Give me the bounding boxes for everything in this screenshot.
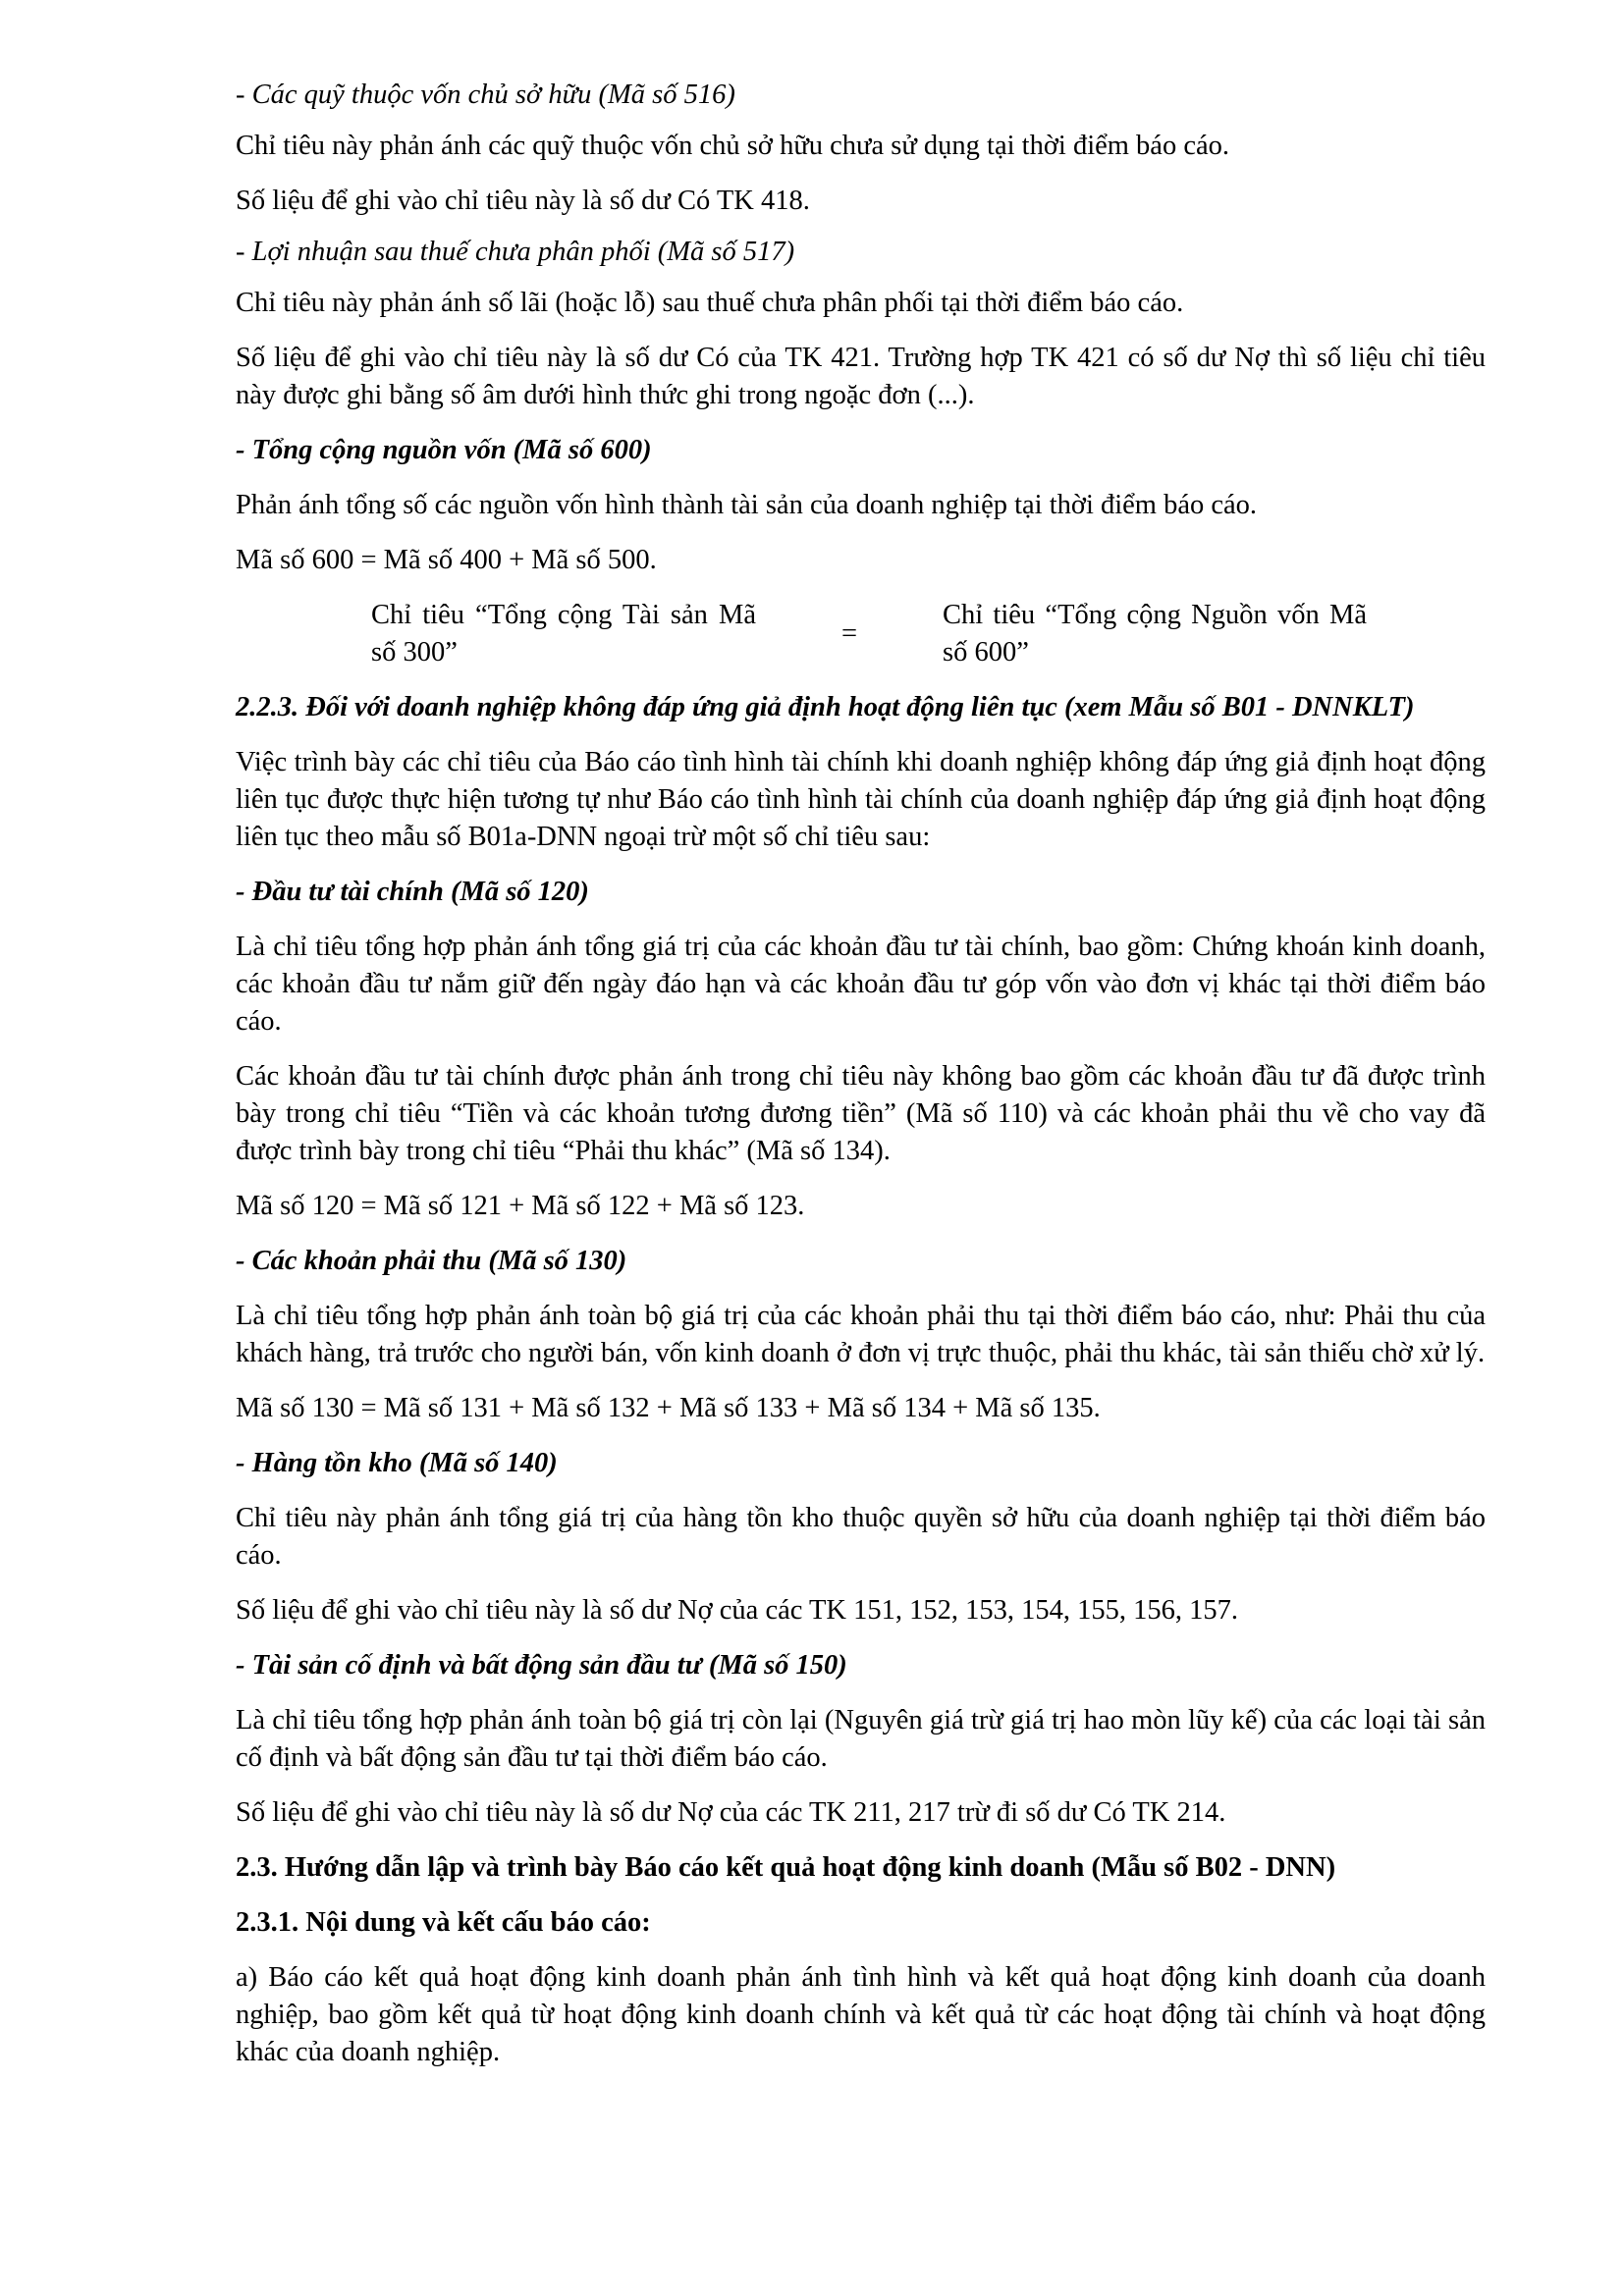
equation-right: Chỉ tiêu “Tổng cộng Nguồn vốn Mã số 600” [943, 600, 1367, 667]
paragraph: Số liệu để ghi vào chỉ tiêu này là số dư Nợ của các TK 211, 217 trừ đi số dư Có TK 214. [236, 1797, 1226, 1828]
paragraph: Số liệu để ghi vào chỉ tiêu này là số dư Có của TK 421. Trường hợp TK 421 có số dư Nợ thì số liệu chỉ tiêu này được ghi bằng số âm dưới hình thức ghi trong ngoặc đơn (...). [236, 343, 1486, 410]
paragraph: Các khoản đầu tư tài chính được phản ánh trong chỉ tiêu này không bao gồm các khoản đầu tư đã được trình bày trong chỉ tiêu “Tiền và các khoản tương đương tiền” (Mã số 110) và các khoản phải thu về cho vay đã được trình bày trong chỉ tiêu “Phải thu khác” (Mã số 134). [236, 1061, 1486, 1166]
paragraph: a) Báo cáo kết quả hoạt động kinh doanh phản ánh tình hình và kết quả hoạt động kinh doanh của doanh nghiệp, bao gồm kết quả từ hoạt động kinh doanh chính và kết quả từ các hoạt động tài chính và hoạt động khác của doanh nghiệp. [236, 1962, 1486, 2067]
paragraph: Việc trình bày các chỉ tiêu của Báo cáo tình hình tài chính khi doanh nghiệp không đáp ứng giả định hoạt động liên tục được thực hiện tương tự như Báo cáo tình hình tài chính của doanh nghiệp đáp ứng giả định hoạt động liên tục theo mẫu số B01a-DNN ngoại trừ một số chỉ tiêu sau: [236, 747, 1486, 852]
paragraph: Chỉ tiêu này phản ánh tổng giá trị của hàng tồn kho thuộc quyền sở hữu của doanh nghiệp tại thời điểm báo cáo. [236, 1503, 1486, 1571]
paragraph: Chỉ tiêu này phản ánh các quỹ thuộc vốn chủ sở hữu chưa sử dụng tại thời điểm báo cáo. [236, 131, 1230, 161]
heading-total-capital: - Tổng cộng nguồn vốn (Mã số 600) [236, 435, 652, 465]
heading-inventory: - Hàng tồn kho (Mã số 140) [236, 1448, 558, 1478]
section-heading-2-3: 2.3. Hướng dẫn lập và trình bày Báo cáo kết quả hoạt động kinh doanh (Mẫu số B02 - DNN) [236, 1852, 1336, 1883]
heading-owner-funds: - Các quỹ thuộc vốn chủ sở hữu (Mã số 516) [236, 80, 735, 110]
equation-left: Chỉ tiêu “Tổng cộng Tài sản Mã số 300” [371, 600, 756, 667]
document-page [236, 77, 1486, 2089]
formula-600: Mã số 600 = Mã số 400 + Mã số 500. [236, 545, 657, 575]
formula-130: Mã số 130 = Mã số 131 + Mã số 132 + Mã số 133 + Mã số 134 + Mã số 135. [236, 1393, 1101, 1423]
equation-operator: = [840, 618, 858, 649]
formula-120: Mã số 120 = Mã số 121 + Mã số 122 + Mã số 123. [236, 1191, 805, 1221]
paragraph: Là chỉ tiêu tổng hợp phản ánh toàn bộ giá trị của các khoản phải thu tại thời điểm báo cáo, như: Phải thu của khách hàng, trả trước cho người bán, vốn kinh doanh ở đơn vị trực thuộc, phải thu khác, tài sản thiếu chờ xử lý. [236, 1301, 1486, 1368]
paragraph: Là chỉ tiêu tổng hợp phản ánh toàn bộ giá trị còn lại (Nguyên giá trừ giá trị hao mòn lũy kế) của các loại tài sản cố định và bất động sản đầu tư tại thời điểm báo cáo. [236, 1705, 1486, 1773]
paragraph: Số liệu để ghi vào chỉ tiêu này là số dư Có TK 418. [236, 186, 810, 216]
heading-financial-investment: - Đầu tư tài chính (Mã số 120) [236, 877, 589, 907]
heading-retained-earnings: - Lợi nhuận sau thuế chưa phân phối (Mã số 517) [236, 237, 795, 267]
paragraph: Chỉ tiêu này phản ánh số lãi (hoặc lỗ) sau thuế chưa phân phối tại thời điểm báo cáo. [236, 288, 1184, 318]
paragraph: Là chỉ tiêu tổng hợp phản ánh tổng giá trị của các khoản đầu tư tài chính, bao gồm: Chứng khoán kinh doanh, các khoản đầu tư nắm giữ đến ngày đáo hạn và các khoản đầu tư góp vốn vào đơn vị khác tại thời điểm báo cáo. [236, 932, 1486, 1037]
paragraph: Phản ánh tổng số các nguồn vốn hình thành tài sản của doanh nghiệp tại thời điểm báo cáo. [236, 490, 1258, 520]
section-heading-2-2-3: 2.2.3. Đối với doanh nghiệp không đáp ứng giả định hoạt động liên tục (xem Mẫu số B01 - DNNKLT) [236, 692, 1415, 722]
heading-receivables: - Các khoản phải thu (Mã số 130) [236, 1246, 627, 1276]
heading-fixed-assets: - Tài sản cố định và bất động sản đầu tư (Mã số 150) [236, 1650, 847, 1681]
paragraph: Số liệu để ghi vào chỉ tiêu này là số dư Nợ của các TK 151, 152, 153, 154, 155, 156, 157. [236, 1595, 1238, 1626]
balance-equation [236, 597, 1486, 671]
section-heading-2-3-1: 2.3.1. Nội dung và kết cấu báo cáo: [236, 1907, 651, 1938]
